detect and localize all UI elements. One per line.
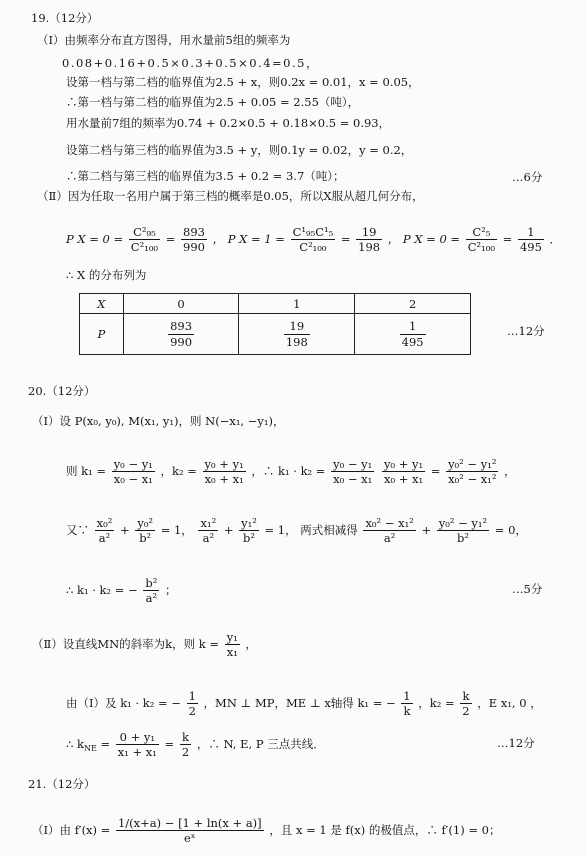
p0-label: P X = 0 = [66,231,124,246]
q19-score-6: …6分 [512,170,543,184]
table-cell: $\frac{19}{198}$ [239,314,355,355]
q19-line-7: ∴第二档与第三档的临界值为3.5 + 0.2 = 3.7（吨）； [66,169,345,183]
q20-header: 20.（12分） [28,384,96,398]
q19-line-4: ∴第一档与第二档的临界值为2.5 + 0.05 = 2.55（吨）， [66,95,360,109]
table-row [80,294,471,314]
q19-probability-line: P X = 0 = $\frac{\text{C²₉₅}}{\text{C²₁₀₀}}$ = $\frac{893}{990}$ ， P X = 1 = $\frac{\text{C¹₉₅C¹₅}}{\text{C²₁₀₀}}$ = $\frac{19}{198}$ ， P X = 0 = $\frac{\text{C²₅}}{\text{C²₁₀₀}}$ = $\frac{1}{495}$ ． [66,225,562,255]
p1-label: ， P X = 1 = [212,231,285,246]
q20-score-5: …5分 [512,582,543,596]
table-cell: 0 [123,294,239,314]
q19-score-12: …12分 [507,324,545,338]
q20-part1-intro: （Ⅰ）设 P(x₀, y₀), M(x₁, y₁)，则 N(−x₁, −y₁)， [32,414,285,428]
q21-part1-line: （Ⅰ）由 f′(x) = $\frac{1/(x+a) - [1 + \ln(x + a)]}{\text{eˣ}}$ ，且 x = 1 是 f(x) 的极值点，∴ f′(1) = 0； [32,816,501,846]
q19-part2-intro: （Ⅱ）因为任取一名用户属于第三档的概率是0.05，所以X服从超几何分布， [37,189,424,203]
p2-label: ， P X = 0 = [387,231,461,246]
distribution-table [79,293,471,355]
table-cell: $\frac{893}{990}$ [123,314,239,355]
q20-result-line: ∴ k₁ · k₂ = − $\frac{\text{b²}}{\text{a²}}$ ； [66,576,177,606]
table-row [80,314,471,355]
q20-collinear-line: ∴ $k_{NE}$ = $\frac{\text{0 + y₁}}{\text{x₁ + x₁}}$ = $\frac{k}{2}$ ，∴ N, E, P 三点共线． [66,730,325,760]
table-cell: X [80,294,124,314]
q19-frequency-sum: 0.08+0.16+0.5×0.3+0.5×0.4=0.5， [62,56,319,70]
q20-condition-line: 由（Ⅰ）及 k₁ · k₂ = − $\frac{1}{2}$ ，MN ⊥ MP，ME ⊥ x轴得 k₁ = − $\frac{1}{k}$ ，k₂ = $\frac{k}{2}$ ，E x₁, 0 ， [66,689,542,719]
q21-header: 21.（12分） [28,777,96,791]
q20-score-12: …12分 [497,736,535,750]
q19-part1-intro: （Ⅰ）由频率分布直方图得，用水量前5组的频率为 [37,33,291,47]
p2-combination-fraction: $\frac{\text{C²₅}}{\text{C²₁₀₀}}$ [467,225,495,255]
table-cell: 2 [355,294,471,314]
table-cell: $\frac{1}{495}$ [355,314,471,355]
p1-combination-fraction: $\frac{\text{C¹₉₅C¹₅}}{\text{C²₁₀₀}}$ [292,225,334,255]
q20-ellipse-line: 又∵ $\frac{\text{x₀²}}{\text{a²}}$ + $\frac{\text{y₀²}}{\text{b²}}$ = 1， $\frac{\text{x₁²}}{\text{a²}}$ + $\frac{\text{y₁²}}{\text{b²}}$ = 1， 两式相减得 $\frac{\text{x₀² − x₁²}}{\text{a²}}$ + $\frac{\text{y₀² − y₁²}}{\text{b²}}$ = 0， [66,516,527,546]
q19-header: 19.（12分） [31,11,99,25]
q19-line-6: 设第二档与第三档的临界值为3.5 + y，则0.1y = 0.02，y = 0.2， [66,143,413,157]
q20-slope-product-line: 则 k₁ = $\frac{\text{y₀ − y₁}}{\text{x₀ − x₁}}$ ，k₂ = $\frac{\text{y₀ + y₁}}{\text{x₀ + x₁}}$ ，∴ k₁ · k₂ = $\frac{\text{y₀ − y₁}}{\text{x₀ − x₁}}$ $\frac{\text{y₀ + y₁}}{\text{x₀ + x₁}}$ = $\frac{\text{y₀² − y₁²}}{\text{x₀² − x₁²}}$ ， [66,457,516,487]
p1-value-fraction: $\frac{19}{198}$ [358,225,381,255]
table-cell: 1 [239,294,355,314]
p0-value-fraction: $\frac{893}{990}$ [183,225,205,255]
q20-part2-intro: （Ⅱ）设直线MN的斜率为k，则 k = $\frac{\text{y₁}}{\text{x₁}}$ ， [32,630,257,660]
table-cell: P [80,314,124,355]
q19-line-5: 用水量前7组的频率为0.74 + 0.2×0.5 + 0.18×0.5 = 0.93， [66,116,391,130]
p2-value-fraction: $\frac{1}{495}$ [519,225,542,255]
q19-distribution-title: ∴ X 的分布列为 [66,268,147,282]
q19-line-3: 设第一档与第二档的临界值为2.5 + x，则0.2x = 0.01，x = 0.05， [66,75,420,89]
p0-combination-fraction: $\frac{\text{C²₉₅}}{\text{C²₁₀₀}}$ [130,225,159,255]
